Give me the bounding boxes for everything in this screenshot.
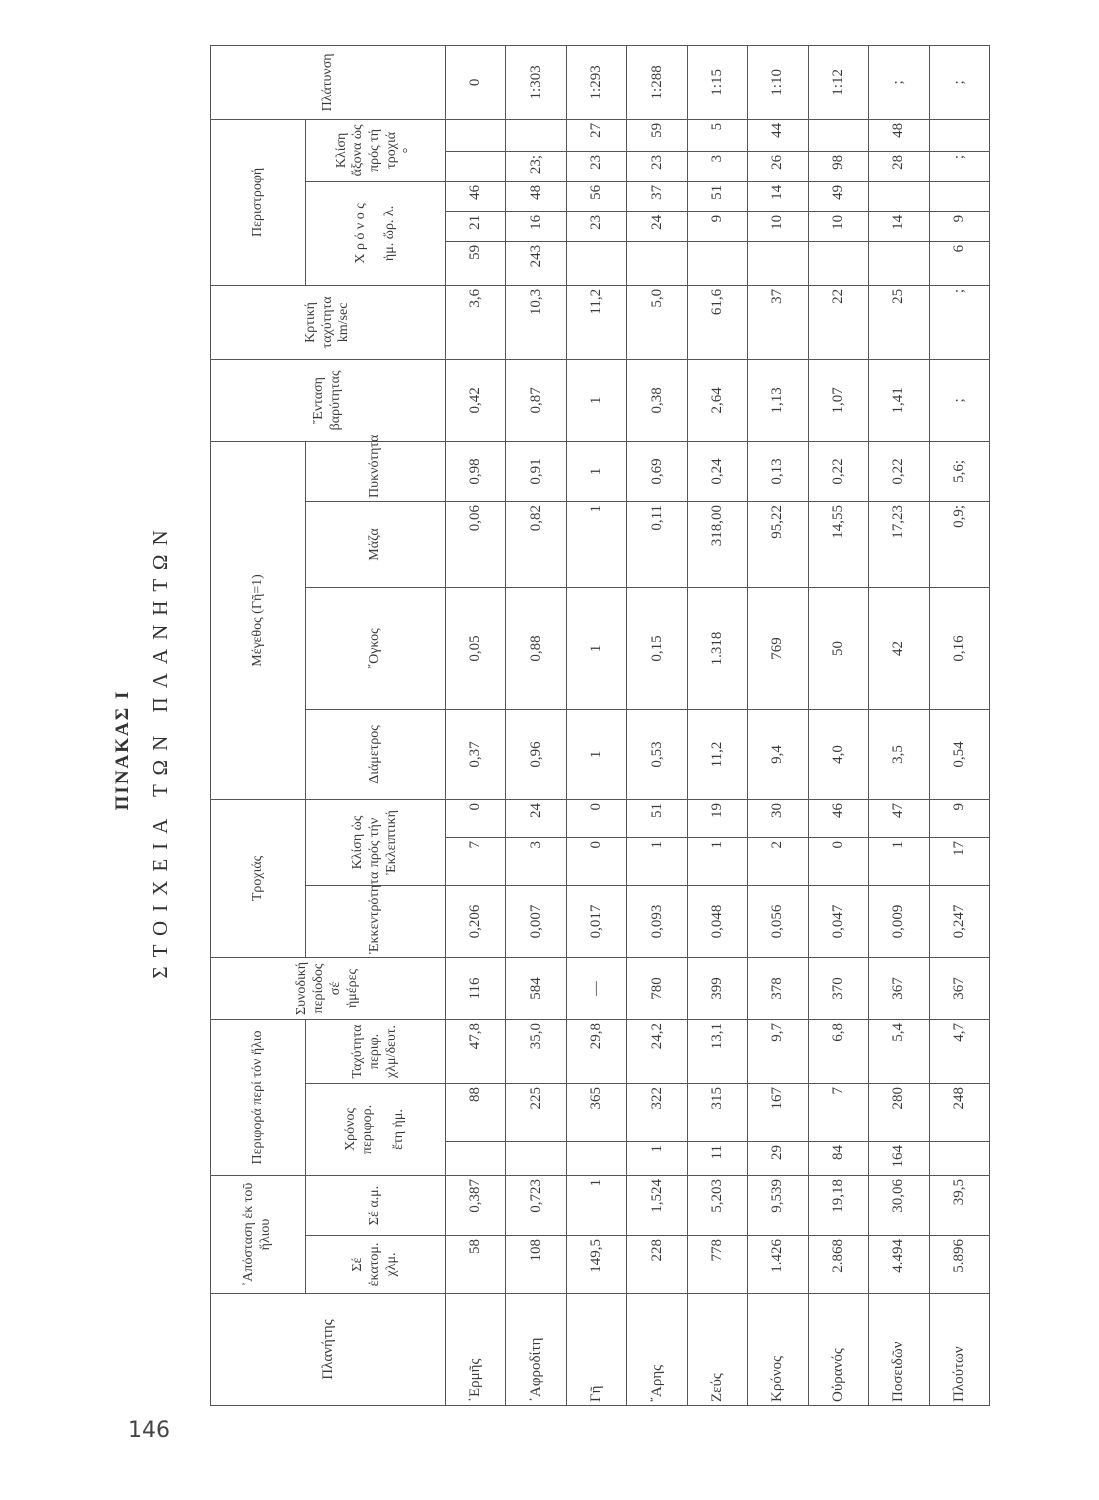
table-row (566, 45, 626, 1405)
header-period (306, 1083, 446, 1175)
cell-tilt-m (506, 119, 566, 151)
cell-tilt-m: 44 (748, 119, 808, 151)
cell-inc-deg: 1 (687, 837, 747, 885)
cell-grav: 1 (566, 359, 626, 441)
cell-dens: 0,24 (687, 441, 747, 501)
cell-km: 778 (687, 1236, 747, 1294)
header-rotation-time-units: ἡμ. ὥρ. λ. (381, 205, 397, 262)
cell-days: 7 (808, 1083, 868, 1141)
cell-tilt-d (446, 151, 506, 181)
table-row (446, 45, 506, 1405)
cell-mass: 0,11 (627, 501, 687, 587)
cell-rot-h: 9 (687, 211, 747, 241)
cell-speed: 4,7 (929, 1019, 990, 1083)
cell-vol: 42 (869, 587, 929, 709)
cell-synodic: 399 (687, 957, 747, 1019)
header-distance-km: Σέ ἑκατομ. χλμ. (306, 1236, 446, 1294)
cell-flat: ; (869, 45, 929, 119)
cell-inc-deg: 0 (808, 837, 868, 885)
cell-rot-d: 59 (446, 241, 506, 285)
cell-synodic: 378 (748, 957, 808, 1019)
cell-rot-m: 49 (808, 181, 868, 211)
cell-au: 5,203 (687, 1175, 747, 1235)
cell-grav: 1,13 (748, 359, 808, 441)
cell-esc: 61,6 (687, 285, 747, 359)
cell-flat: 0 (446, 45, 506, 119)
cell-tilt-m: 27 (566, 119, 626, 151)
cell-flat: 1:303 (506, 45, 566, 119)
page-number: 146 (128, 1418, 170, 1443)
cell-name: ῎Αρης (627, 1294, 687, 1406)
cell-tilt-d: 98 (808, 151, 868, 181)
header-axis-tilt-degree: ° (400, 147, 416, 154)
planets-table (210, 45, 990, 1406)
cell-au: 19,18 (808, 1175, 868, 1235)
cell-mass: 0,82 (506, 501, 566, 587)
cell-rot-d: 6 (929, 241, 990, 285)
header-rotation-time (306, 181, 446, 285)
header-planet: Πλανήτης (211, 1294, 446, 1406)
cell-rot-h: 9 (929, 211, 990, 241)
cell-vol: 0,15 (627, 587, 687, 709)
cell-speed: 24,2 (627, 1019, 687, 1083)
cell-diam: 0,96 (506, 709, 566, 799)
cell-days: 365 (566, 1083, 626, 1141)
cell-dens: 0,22 (869, 441, 929, 501)
cell-rot-m: 37 (627, 181, 687, 211)
cell-au: 39,5 (929, 1175, 990, 1235)
header-volume: ῎Ογκος (306, 587, 446, 709)
cell-inc-deg: 7 (446, 837, 506, 885)
cell-ecc: 0,093 (627, 885, 687, 957)
cell-km: 1.426 (748, 1236, 808, 1294)
cell-years: 164 (869, 1141, 929, 1175)
cell-km: 149,5 (566, 1236, 626, 1294)
cell-tilt-m (808, 119, 868, 151)
cell-synodic: 367 (869, 957, 929, 1019)
table-row (748, 45, 808, 1405)
cell-grav: 1,41 (869, 359, 929, 441)
header-inclination: Κλίση ὡς πρός τήν Ἐκλειπτική (306, 799, 446, 885)
cell-days: 167 (748, 1083, 808, 1141)
cell-km: 228 (627, 1236, 687, 1294)
cell-flat: 1:12 (808, 45, 868, 119)
cell-dens: 0,91 (506, 441, 566, 501)
cell-name: Οὐρανός (808, 1294, 868, 1406)
cell-tilt-m: 59 (627, 119, 687, 151)
cell-tilt-m (929, 119, 990, 151)
cell-days: 225 (506, 1083, 566, 1141)
header-density: Πυκνότητα (306, 441, 446, 501)
cell-speed: 5,4 (869, 1019, 929, 1083)
cell-rot-d (869, 241, 929, 285)
cell-dens: 5,6; (929, 441, 990, 501)
cell-tilt-m: 5 (687, 119, 747, 151)
cell-grav: 0,87 (506, 359, 566, 441)
cell-km: 5.896 (929, 1236, 990, 1294)
cell-esc: 25 (869, 285, 929, 359)
cell-flat: 1:293 (566, 45, 626, 119)
header-distance-au: Σέ α.μ. (306, 1175, 446, 1235)
cell-km: 58 (446, 1236, 506, 1294)
cell-diam: 0,54 (929, 709, 990, 799)
cell-inc-min: 0 (446, 799, 506, 837)
cell-inc-min: 0 (566, 799, 626, 837)
cell-tilt-d: ; (929, 151, 990, 181)
header-rotation-time-label: Χ ρ ό ν ο ς (352, 203, 368, 264)
cell-tilt-m: 48 (869, 119, 929, 151)
cell-tilt-m (446, 119, 506, 151)
cell-years (566, 1141, 626, 1175)
cell-grav: 1,07 (808, 359, 868, 441)
cell-name: ᾽Αφροδίτη (506, 1294, 566, 1406)
cell-au: 0,387 (446, 1175, 506, 1235)
cell-diam: 1 (566, 709, 626, 799)
cell-years: 1 (627, 1141, 687, 1175)
cell-inc-min: 9 (929, 799, 990, 837)
cell-flat: 1:10 (748, 45, 808, 119)
cell-rot-d (566, 241, 626, 285)
cell-rot-m (869, 181, 929, 211)
cell-mass: 0,06 (446, 501, 506, 587)
cell-au: 30,06 (869, 1175, 929, 1235)
cell-rot-h: 24 (627, 211, 687, 241)
cell-dens: 0,22 (808, 441, 868, 501)
cell-name: Ποσειδῶν (869, 1294, 929, 1406)
cell-inc-deg: 17 (929, 837, 990, 885)
cell-synodic: — (566, 957, 626, 1019)
cell-diam: 3,5 (869, 709, 929, 799)
header-eccentricity: Ἐκκεντρότητα (306, 885, 446, 957)
cell-speed: 6,8 (808, 1019, 868, 1083)
cell-synodic: 367 (929, 957, 990, 1019)
cell-rot-m: 51 (687, 181, 747, 211)
cell-au: 0,723 (506, 1175, 566, 1235)
cell-grav: ; (929, 359, 990, 441)
cell-tilt-d: 23; (506, 151, 566, 181)
cell-vol: 1 (566, 587, 626, 709)
cell-speed: 35,0 (506, 1019, 566, 1083)
cell-esc: 11,2 (566, 285, 626, 359)
header-size: Μέγεθος (Γῆ=1) (211, 441, 306, 799)
cell-years: 84 (808, 1141, 868, 1175)
cell-tilt-d: 3 (687, 151, 747, 181)
header-rotation: Περιστροφή (211, 119, 306, 285)
cell-inc-min: 51 (627, 799, 687, 837)
cell-inc-min: 46 (808, 799, 868, 837)
cell-grav: 0,38 (627, 359, 687, 441)
cell-dens: 0,13 (748, 441, 808, 501)
cell-days: 88 (446, 1083, 506, 1141)
cell-rot-d (808, 241, 868, 285)
cell-km: 4.494 (869, 1236, 929, 1294)
cell-synodic: 370 (808, 957, 868, 1019)
cell-grav: 0,42 (446, 359, 506, 441)
cell-au: 1,524 (627, 1175, 687, 1235)
cell-ecc: 0,009 (869, 885, 929, 957)
cell-diam: 4,0 (808, 709, 868, 799)
cell-ecc: 0,056 (748, 885, 808, 957)
cell-tilt-d: 28 (869, 151, 929, 181)
cell-vol: 0,16 (929, 587, 990, 709)
cell-inc-deg: 1 (869, 837, 929, 885)
cell-synodic: 780 (627, 957, 687, 1019)
cell-diam: 11,2 (687, 709, 747, 799)
cell-rot-d (627, 241, 687, 285)
table-row (687, 45, 747, 1405)
cell-vol: 0,05 (446, 587, 506, 709)
cell-years: 11 (687, 1141, 747, 1175)
cell-ecc: 0,007 (506, 885, 566, 957)
cell-km: 108 (506, 1236, 566, 1294)
cell-mass: 318,00 (687, 501, 747, 587)
cell-diam: 0,37 (446, 709, 506, 799)
header-period-units: ἔτη ἡμ. (390, 1109, 406, 1150)
cell-rot-d (687, 241, 747, 285)
cell-inc-deg: 0 (566, 837, 626, 885)
cell-rot-m: 48 (506, 181, 566, 211)
cell-inc-min: 24 (506, 799, 566, 837)
cell-synodic: 116 (446, 957, 506, 1019)
table-row (506, 45, 566, 1405)
cell-name: Κρόνος (748, 1294, 808, 1406)
cell-name: Γῆ (566, 1294, 626, 1406)
cell-ecc: 0,247 (929, 885, 990, 957)
cell-speed: 13,1 (687, 1019, 747, 1083)
cell-rot-d (748, 241, 808, 285)
cell-days: 248 (929, 1083, 990, 1141)
cell-tilt-d: 26 (748, 151, 808, 181)
header-speed: Ταχύτητα περιφ. χλμ/δευτ. (306, 1019, 446, 1083)
header-axis-tilt-label: Κλίση ἄξονα ὡς πρός τή τροχιά (333, 124, 399, 177)
header-period-label: Χρόνος περιφορ. (343, 1104, 376, 1155)
cell-synodic: 584 (506, 957, 566, 1019)
cell-speed: 47,8 (446, 1019, 506, 1083)
cell-ecc: 0,206 (446, 885, 506, 957)
cell-flat: 1:288 (627, 45, 687, 119)
cell-esc: ; (929, 285, 990, 359)
cell-mass: 95,22 (748, 501, 808, 587)
cell-rot-h: 23 (566, 211, 626, 241)
cell-rot-h: 16 (506, 211, 566, 241)
cell-days: 280 (869, 1083, 929, 1141)
cell-rot-h: 21 (446, 211, 506, 241)
table-row (808, 45, 868, 1405)
cell-diam: 9,4 (748, 709, 808, 799)
cell-mass: 14,55 (808, 501, 868, 587)
header-escape: Κρτική ταχύτητα km/sec (211, 285, 446, 359)
cell-mass: 17,23 (869, 501, 929, 587)
header-mass: Μάζα (306, 501, 446, 587)
cell-vol: 1.318 (687, 587, 747, 709)
cell-mass: 1 (566, 501, 626, 587)
cell-rot-m: 14 (748, 181, 808, 211)
table-title: ΠΙΝΑΚΑΣ Ι (112, 689, 133, 811)
cell-inc-min: 30 (748, 799, 808, 837)
cell-rot-h: 14 (869, 211, 929, 241)
header-flattening: Πλάτυνση (211, 45, 446, 119)
cell-rot-h: 10 (748, 211, 808, 241)
cell-days: 322 (627, 1083, 687, 1141)
table-row (929, 45, 990, 1405)
cell-ecc: 0,047 (808, 885, 868, 957)
header-orbit: Τροχιάς (211, 799, 306, 957)
cell-esc: 5,0 (627, 285, 687, 359)
cell-mass: 0,9; (929, 501, 990, 587)
header-revolution: Περιφορά περί τόν ἥλιο (211, 1019, 306, 1175)
cell-dens: 1 (566, 441, 626, 501)
cell-years: 29 (748, 1141, 808, 1175)
cell-rot-d: 243 (506, 241, 566, 285)
table-row (627, 45, 687, 1405)
table-subtitle: ΣΤΟΙΧΕΙΑ ΤΩΝ ΠΛΑΝΗΤΩΝ (148, 521, 172, 979)
cell-name: Ζεύς (687, 1294, 747, 1406)
cell-inc-min: 19 (687, 799, 747, 837)
cell-esc: 22 (808, 285, 868, 359)
cell-vol: 50 (808, 587, 868, 709)
header-axis-tilt (306, 119, 446, 181)
cell-dens: 0,69 (627, 441, 687, 501)
cell-inc-deg: 3 (506, 837, 566, 885)
cell-tilt-d: 23 (627, 151, 687, 181)
cell-name: ῾Ερμῆς (446, 1294, 506, 1406)
cell-tilt-d: 23 (566, 151, 626, 181)
header-diameter: Διάμετρος (306, 709, 446, 799)
cell-flat: ; (929, 45, 990, 119)
header-synodic: Συνοδική περίοδος σέ ἡμέρες (211, 957, 446, 1019)
cell-flat: 1:15 (687, 45, 747, 119)
cell-esc: 10,3 (506, 285, 566, 359)
cell-vol: 769 (748, 587, 808, 709)
cell-years (446, 1141, 506, 1175)
cell-ecc: 0,048 (687, 885, 747, 957)
cell-years (506, 1141, 566, 1175)
cell-rot-m (929, 181, 990, 211)
cell-name: Πλούτων (929, 1294, 990, 1406)
cell-esc: 37 (748, 285, 808, 359)
cell-grav: 2,64 (687, 359, 747, 441)
cell-inc-min: 47 (869, 799, 929, 837)
cell-speed: 29,8 (566, 1019, 626, 1083)
cell-days: 315 (687, 1083, 747, 1141)
cell-vol: 0,88 (506, 587, 566, 709)
cell-inc-deg: 1 (627, 837, 687, 885)
cell-inc-deg: 2 (748, 837, 808, 885)
cell-rot-m: 46 (446, 181, 506, 211)
cell-rot-h: 10 (808, 211, 868, 241)
cell-diam: 0,53 (627, 709, 687, 799)
table-row (869, 45, 929, 1405)
cell-years (929, 1141, 990, 1175)
cell-km: 2.868 (808, 1236, 868, 1294)
cell-speed: 9,7 (748, 1019, 808, 1083)
header-distance: ᾽Απόσταση ἐκ τοῦ ἥλιου (211, 1175, 306, 1293)
cell-ecc: 0,017 (566, 885, 626, 957)
cell-rot-m: 56 (566, 181, 626, 211)
cell-au: 1 (566, 1175, 626, 1235)
header-gravity: Ἔνταση βαρύτητας (211, 359, 446, 441)
cell-esc: 3,6 (446, 285, 506, 359)
cell-au: 9,539 (748, 1175, 808, 1235)
cell-dens: 0,98 (446, 441, 506, 501)
